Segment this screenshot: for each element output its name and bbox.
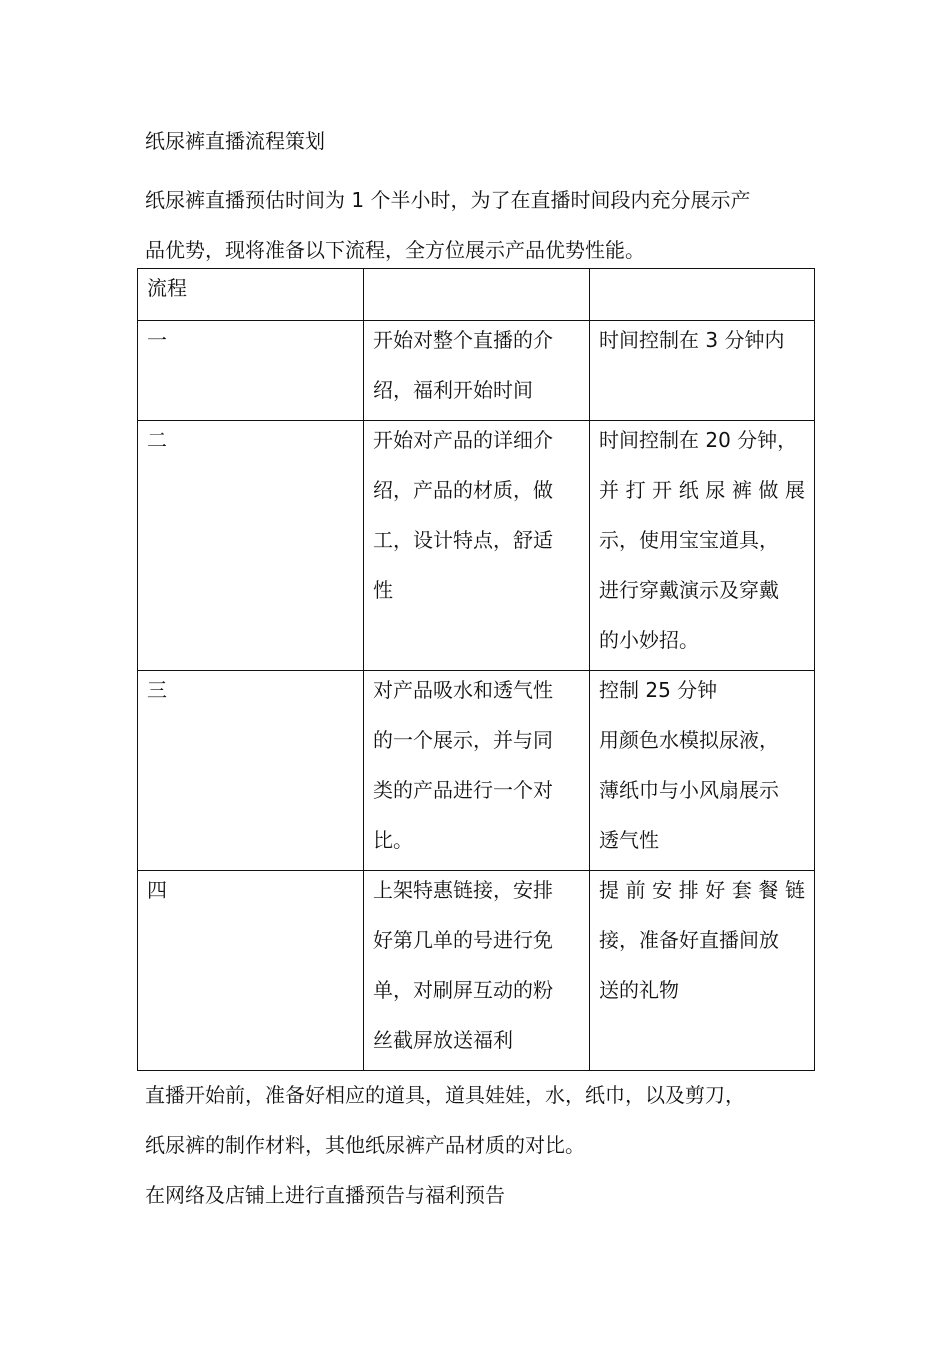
header-cell-empty (364, 269, 590, 321)
process-table (137, 268, 815, 1071)
content-cell (364, 871, 590, 1071)
content-line: 开始对整个直播的介 (373, 328, 553, 352)
content-line: 对产品吸水和透气性 (373, 678, 553, 702)
table-header-row (138, 269, 815, 321)
intro-line: 纸尿裤直播预估时间为 1 个半小时，为了在直播时间段内充分展示产 (145, 188, 751, 212)
content-line: 丝截屏放送福利 (373, 1028, 513, 1052)
content-line: 比。 (373, 828, 413, 852)
content-line: 好第几单的号进行免 (373, 928, 553, 952)
step-label: 一 (147, 328, 167, 352)
intro-line: 品优势，现将准备以下流程，全方位展示产品优势性能。 (145, 238, 645, 262)
step-cell (138, 671, 364, 871)
step-label: 三 (147, 678, 167, 702)
time-line: 用颜色水模拟尿液， (599, 728, 779, 752)
time-line: 并打开纸尿裤做展 (599, 478, 805, 502)
header-label: 流程 (147, 276, 187, 300)
time-line: 薄纸巾与小风扇展示 (599, 778, 779, 802)
content-line: 工，设计特点，舒适 (373, 528, 553, 552)
content-line: 的一个展示，并与同 (373, 728, 553, 752)
content-cell (364, 671, 590, 871)
content-line: 开始对产品的详细介 (373, 428, 553, 452)
time-line: 透气性 (599, 828, 659, 852)
step-label: 四 (147, 878, 167, 902)
table-row (138, 871, 815, 1071)
table-row (138, 321, 815, 421)
content-line: 类的产品进行一个对 (373, 778, 553, 802)
time-line: 送的礼物 (599, 978, 679, 1002)
header-cell-process (138, 269, 364, 321)
content-line: 上架特惠链接，安排 (373, 878, 553, 902)
time-cell (590, 871, 815, 1071)
time-line: 的小妙招。 (599, 628, 699, 652)
time-cell (590, 421, 815, 671)
time-cell (590, 321, 815, 421)
step-cell (138, 871, 364, 1071)
step-cell (138, 421, 364, 671)
content-line: 绍，福利开始时间 (373, 378, 533, 402)
intro-paragraph (145, 175, 805, 275)
content-cell (364, 321, 590, 421)
time-cell (590, 671, 815, 871)
table-row (138, 671, 815, 871)
step-cell (138, 321, 364, 421)
time-line: 接，准备好直播间放 (599, 928, 779, 952)
time-line: 进行穿戴演示及穿戴 (599, 578, 779, 602)
content-line: 绍，产品的材质，做 (373, 478, 553, 502)
note-line: 纸尿裤的制作材料，其他纸尿裤产品材质的对比。 (145, 1133, 585, 1157)
header-cell-empty (590, 269, 815, 321)
notes-section (145, 1070, 805, 1220)
time-line: 示，使用宝宝道具， (599, 528, 779, 552)
step-label: 二 (147, 428, 167, 452)
time-line: 提前安排好套餐链 (599, 878, 805, 902)
content-cell (364, 421, 590, 671)
document-title: 纸尿裤直播流程策划 (145, 129, 325, 153)
time-line: 时间控制在 3 分钟内 (599, 328, 785, 352)
time-line: 时间控制在 20 分钟， (599, 428, 798, 452)
content-line: 性 (373, 578, 393, 602)
note-line: 直播开始前，准备好相应的道具，道具娃娃，水，纸巾，以及剪刀， (145, 1083, 745, 1107)
time-line: 控制 25 分钟 (599, 678, 718, 702)
table-row (138, 421, 815, 671)
content-line: 单，对刷屏互动的粉 (373, 978, 553, 1002)
note-line: 在网络及店铺上进行直播预告与福利预告 (145, 1183, 505, 1207)
